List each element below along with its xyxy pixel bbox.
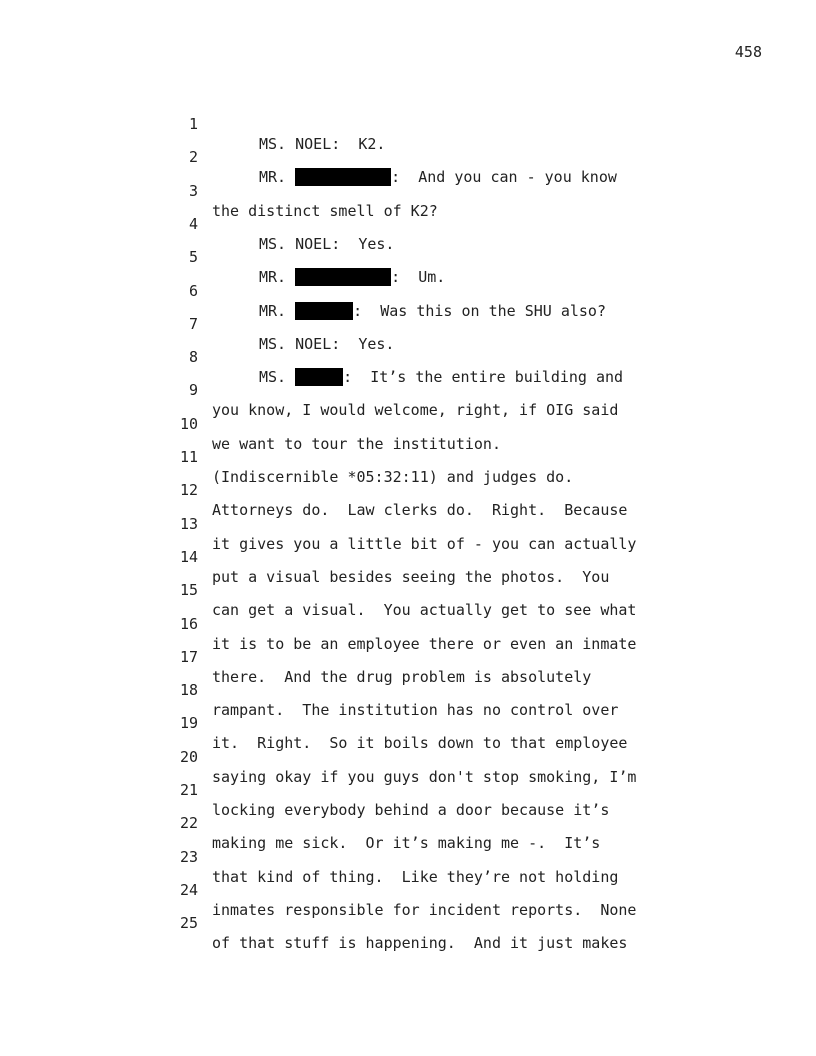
speaker-label: MS. NOEL:	[259, 334, 341, 353]
line-text: that kind of thing. Like they’re not holding	[212, 867, 619, 886]
line-text: Attorneys do. Law clerks do. Right. Because	[212, 501, 628, 520]
line-number: 4	[188, 214, 198, 233]
speaker-label: MS. NOEL:	[259, 135, 341, 153]
spoken-text: K2.	[340, 135, 386, 153]
transcript-line	[0, 793, 816, 853]
transcript-line	[0, 227, 816, 287]
line-number: 21	[179, 781, 198, 799]
spoken-text: Yes.	[340, 334, 395, 353]
line-number: 23	[179, 847, 198, 866]
transcript-line	[0, 194, 816, 253]
transcript-line	[0, 327, 816, 387]
line-text: inmates responsible for incident reports. None	[212, 900, 637, 919]
transcript-line	[0, 294, 816, 353]
line-number: 14	[179, 547, 198, 566]
line-text: we want to tour the institution.	[212, 434, 501, 453]
transcript-line	[0, 460, 816, 520]
line-text: can get a visual. You actually get to see what	[212, 601, 637, 620]
transcript-line	[0, 860, 816, 919]
transcript-line	[0, 760, 816, 819]
speaker-prefix: MS.	[259, 368, 296, 387]
line-number: 15	[179, 581, 198, 600]
transcript-line	[0, 893, 816, 953]
line-number: 10	[179, 414, 198, 433]
transcript-line	[0, 261, 816, 320]
line-text: of that stuff is happening. And it just makes	[212, 934, 628, 953]
line-number: 19	[179, 714, 198, 733]
line-text: put a visual besides seeing the photos. You	[212, 567, 610, 586]
line-number: 1	[188, 115, 198, 133]
line-number: 6	[188, 281, 198, 300]
transcript-line	[0, 693, 816, 753]
line-number: 2	[188, 148, 198, 167]
line-number: 11	[179, 448, 198, 466]
spoken-text: : And you can - you know	[391, 168, 617, 187]
line-text: it gives you a little bit of - you can actually	[212, 534, 637, 553]
line-text: rampant. The institution has no control over	[212, 701, 619, 720]
spoken-text: Yes.	[340, 234, 395, 253]
transcript-line	[0, 660, 816, 720]
line-text: the distinct smell of K2?	[212, 201, 438, 220]
speaker-prefix: MR.	[259, 301, 296, 320]
page-number: 458	[734, 43, 762, 61]
transcript-line	[0, 360, 816, 420]
line-text: you know, I would welcome, right, if OIG said	[212, 401, 619, 420]
transcript-line	[0, 527, 816, 586]
line-number: 13	[179, 514, 198, 533]
line-text: locking everybody behind a door because it’s	[212, 801, 610, 819]
line-number: 8	[188, 348, 198, 367]
line-number: 22	[179, 814, 198, 833]
line-text: there. And the drug problem is absolutely	[212, 667, 592, 686]
transcript-line	[0, 494, 816, 553]
spoken-text: : Um.	[391, 268, 446, 287]
line-text: (Indiscernible *05:32:11) and judges do.	[212, 468, 574, 486]
line-number: 17	[179, 647, 198, 666]
transcript-line	[0, 127, 816, 187]
line-text: saying okay if you guys don't stop smoking, I’m	[212, 767, 637, 786]
line-number: 5	[188, 248, 198, 267]
speaker-prefix: MR.	[259, 168, 296, 187]
line-text: making me sick. Or it’s making me -. It’s	[212, 834, 601, 853]
transcript-line	[0, 627, 816, 686]
transcript-line	[0, 560, 816, 620]
speaker-label: MS. NOEL:	[259, 234, 341, 253]
line-text: it is to be an employee there or even an inmate	[212, 634, 637, 653]
line-number: 3	[188, 181, 198, 200]
transcript-line	[0, 394, 816, 453]
line-number: 25	[179, 914, 198, 933]
spoken-text: : Was this on the SHU also?	[353, 301, 606, 320]
transcript-line	[0, 594, 816, 653]
line-text: it. Right. So it boils down to that employee	[212, 734, 628, 753]
transcript-line	[0, 727, 816, 786]
line-number: 18	[179, 681, 198, 700]
transcript-line	[0, 94, 816, 153]
line-number: 9	[188, 381, 198, 400]
line-number: 16	[179, 614, 198, 633]
spoken-text: : It’s the entire building and	[343, 368, 624, 387]
transcript-line	[0, 161, 816, 220]
line-number: 12	[179, 481, 198, 500]
speaker-prefix: MR.	[259, 268, 296, 287]
transcript-line	[0, 827, 816, 886]
transcript-line	[0, 427, 816, 486]
line-number: 24	[179, 880, 198, 899]
line-number: 20	[179, 747, 198, 766]
line-number: 7	[188, 314, 198, 333]
